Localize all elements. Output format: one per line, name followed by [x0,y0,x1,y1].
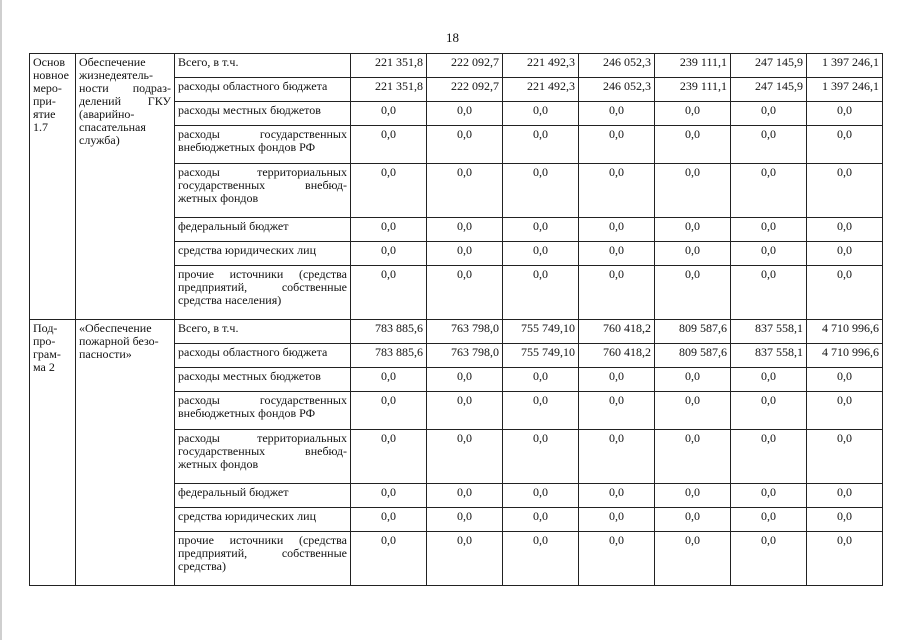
amount-cell: 0,0 [731,102,807,126]
amount-cell: 783 885,6 [351,320,427,344]
amount-cell: 0,0 [351,102,427,126]
amount-cell: 0,0 [807,126,883,164]
block-name-line: пожарной безо- [79,334,159,348]
amount-cell: 0,0 [807,484,883,508]
amount-cell: 246 052,3 [579,54,655,78]
amount-cell: 0,0 [655,102,731,126]
block-name-line: служба) [79,133,120,147]
amount-cell: 221 351,8 [351,54,427,78]
amount-cell: 0,0 [503,102,579,126]
amount-cell: 0,0 [807,532,883,586]
amount-cell: 0,0 [807,392,883,430]
amount-cell: 221 492,3 [503,54,579,78]
amount-cell: 0,0 [351,164,427,218]
block-name-cell [76,54,175,320]
amount-cell: 0,0 [731,218,807,242]
block-code-line: ятие [33,107,56,121]
amount-cell: 0,0 [579,126,655,164]
amount-cell: 247 145,9 [731,54,807,78]
amount-cell: 0,0 [579,102,655,126]
scan-edge-mark [0,0,2,640]
amount-cell: 763 798,0 [427,344,503,368]
funding-source-cell: федеральный бюджет [175,218,351,242]
amount-cell: 0,0 [807,430,883,484]
block-code-line: меро- [33,81,62,95]
amount-cell: 0,0 [427,368,503,392]
amount-cell: 0,0 [655,126,731,164]
amount-cell: 0,0 [503,508,579,532]
amount-cell: 0,0 [731,266,807,320]
amount-cell: 239 111,1 [655,54,731,78]
amount-cell: 0,0 [427,126,503,164]
funding-source-cell: Всего, в т.ч. [175,54,351,78]
funding-source-cell: расходы государственных внебюджетных фондов РФ [175,126,351,164]
amount-cell: 0,0 [655,218,731,242]
funding-source-cell: расходы местных бюджетов [175,102,351,126]
amount-cell: 0,0 [351,242,427,266]
amount-cell: 1 397 246,1 [807,54,883,78]
amount-cell: 222 092,7 [427,54,503,78]
funding-source-cell: расходы территориальных государственных внебюд-жетных фондов [175,164,351,218]
amount-cell: 755 749,10 [503,344,579,368]
amount-cell: 0,0 [807,102,883,126]
amount-cell: 755 749,10 [503,320,579,344]
amount-cell: 0,0 [503,368,579,392]
page-number: 18 [446,30,459,45]
block-name-line: пасности» [79,347,132,361]
funding-source-cell: федеральный бюджет [175,484,351,508]
amount-cell: 837 558,1 [731,320,807,344]
funding-source-cell: средства юридических лиц [175,508,351,532]
amount-cell: 4 710 996,6 [807,320,883,344]
amount-cell: 221 492,3 [503,78,579,102]
amount-cell: 783 885,6 [351,344,427,368]
amount-cell: 0,0 [351,392,427,430]
amount-cell: 246 052,3 [579,78,655,102]
funding-source-cell: прочие источники (средства предприятий, собственные средства) [175,532,351,586]
amount-cell: 0,0 [579,368,655,392]
amount-cell: 809 587,6 [655,320,731,344]
block-code-line: 1.7 [33,120,48,134]
amount-cell: 837 558,1 [731,344,807,368]
amount-cell: 0,0 [655,392,731,430]
amount-cell: 0,0 [503,484,579,508]
amount-cell: 0,0 [351,218,427,242]
block-code-cell [30,320,76,586]
amount-cell: 0,0 [427,164,503,218]
table-row [30,54,883,78]
amount-cell: 0,0 [579,484,655,508]
block-name-line: ности подраз- [79,81,171,95]
amount-cell: 0,0 [427,484,503,508]
funding-source-cell: Всего, в т.ч. [175,320,351,344]
amount-cell: 0,0 [807,242,883,266]
amount-cell: 0,0 [731,242,807,266]
amount-cell: 760 418,2 [579,344,655,368]
amount-cell: 0,0 [503,242,579,266]
block-code-line: грам- [33,347,61,361]
block-code-cell [30,54,76,320]
amount-cell: 0,0 [731,532,807,586]
amount-cell: 0,0 [503,430,579,484]
amount-cell: 0,0 [655,430,731,484]
amount-cell: 0,0 [351,266,427,320]
amount-cell: 760 418,2 [579,320,655,344]
block-code-line: новное [33,68,69,82]
block-code-line: ма 2 [33,360,55,374]
funding-source-cell: средства юридических лиц [175,242,351,266]
amount-cell: 0,0 [579,164,655,218]
amount-cell: 0,0 [731,392,807,430]
amount-cell: 0,0 [731,508,807,532]
block-code-line: про- [33,334,56,348]
amount-cell: 0,0 [655,164,731,218]
amount-cell: 763 798,0 [427,320,503,344]
block-name-line: спасательная [79,120,146,134]
amount-cell: 0,0 [351,126,427,164]
amount-cell: 0,0 [731,430,807,484]
amount-cell: 0,0 [351,430,427,484]
amount-cell: 0,0 [655,532,731,586]
block-code-line: Под- [33,321,58,335]
amount-cell: 0,0 [427,508,503,532]
amount-cell: 221 351,8 [351,78,427,102]
budget-table [29,53,883,586]
amount-cell: 0,0 [351,532,427,586]
amount-cell: 0,0 [655,266,731,320]
amount-cell: 0,0 [655,484,731,508]
block-code-line: Основ [33,55,66,69]
table-row [30,320,883,344]
amount-cell: 0,0 [731,164,807,218]
amount-cell: 0,0 [807,218,883,242]
amount-cell: 0,0 [351,484,427,508]
amount-cell: 0,0 [579,266,655,320]
amount-cell: 0,0 [503,164,579,218]
amount-cell: 0,0 [579,508,655,532]
funding-source-cell: расходы областного бюджета [175,78,351,102]
amount-cell: 0,0 [427,102,503,126]
block-name-line: жизнедеятель- [79,68,154,82]
funding-source-cell: расходы территориальных государственных внебюд-жетных фондов [175,430,351,484]
amount-cell: 0,0 [579,218,655,242]
amount-cell: 0,0 [503,532,579,586]
block-name-line: делений ГКУ [79,94,171,108]
amount-cell: 1 397 246,1 [807,78,883,102]
amount-cell: 222 092,7 [427,78,503,102]
block-code-line: при- [33,94,56,108]
amount-cell: 0,0 [427,242,503,266]
amount-cell: 0,0 [427,266,503,320]
amount-cell: 247 145,9 [731,78,807,102]
amount-cell: 0,0 [579,430,655,484]
amount-cell: 0,0 [579,242,655,266]
block-name-line: Обеспечение [79,55,146,69]
block-name-cell [76,320,175,586]
amount-cell: 0,0 [579,532,655,586]
amount-cell: 239 111,1 [655,78,731,102]
amount-cell: 0,0 [427,430,503,484]
amount-cell: 0,0 [731,126,807,164]
amount-cell: 0,0 [807,368,883,392]
amount-cell: 0,0 [655,368,731,392]
block-name-line: «Обеспечение [79,321,152,335]
amount-cell: 0,0 [731,484,807,508]
amount-cell: 0,0 [503,266,579,320]
amount-cell: 0,0 [427,218,503,242]
amount-cell: 0,0 [503,126,579,164]
funding-source-cell: прочие источники (средства предприятий, собственные средства населения) [175,266,351,320]
amount-cell: 0,0 [427,392,503,430]
amount-cell: 809 587,6 [655,344,731,368]
amount-cell: 0,0 [351,368,427,392]
amount-cell: 0,0 [351,508,427,532]
amount-cell: 0,0 [579,392,655,430]
amount-cell: 0,0 [731,368,807,392]
block-name-line: (аварийно- [79,107,135,121]
amount-cell: 4 710 996,6 [807,344,883,368]
amount-cell: 0,0 [427,532,503,586]
amount-cell: 0,0 [655,242,731,266]
funding-source-cell: расходы областного бюджета [175,344,351,368]
amount-cell: 0,0 [807,266,883,320]
amount-cell: 0,0 [503,218,579,242]
amount-cell: 0,0 [807,164,883,218]
amount-cell: 0,0 [503,392,579,430]
amount-cell: 0,0 [807,508,883,532]
funding-source-cell: расходы местных бюджетов [175,368,351,392]
funding-source-cell: расходы государственных внебюджетных фондов РФ [175,392,351,430]
amount-cell: 0,0 [655,508,731,532]
